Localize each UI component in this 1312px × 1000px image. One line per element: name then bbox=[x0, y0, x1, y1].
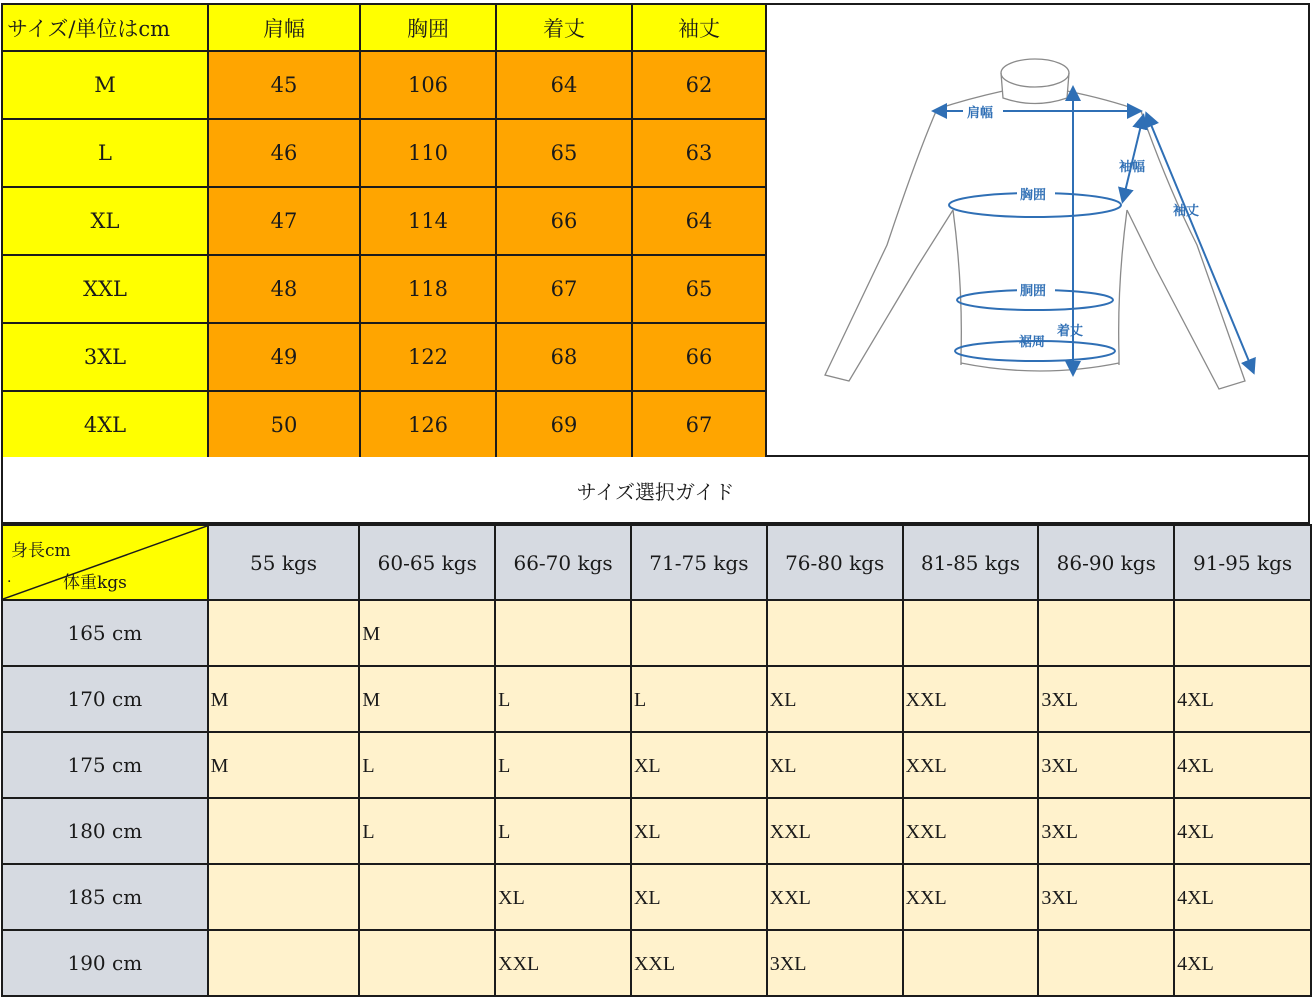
height-label: 190 cm bbox=[2, 930, 208, 996]
size-cell-value: XL bbox=[633, 886, 661, 909]
size-cell bbox=[1038, 798, 1174, 864]
size-cell-value: M bbox=[362, 688, 381, 711]
size-value: 46 bbox=[208, 119, 360, 187]
size-label: 4XL bbox=[2, 391, 208, 459]
weight-header: 76-80 kgs bbox=[767, 525, 903, 600]
size-cell bbox=[208, 666, 360, 732]
size-cell-value: XL bbox=[498, 886, 525, 909]
height-axis-label: 身長cm bbox=[11, 541, 71, 561]
size-value: 48 bbox=[208, 255, 360, 323]
size-cell bbox=[359, 600, 495, 666]
size-cell-value: 4XL bbox=[1177, 688, 1214, 711]
guide-row bbox=[2, 930, 1311, 996]
sleeve-width-label: 袖幅 bbox=[1119, 160, 1146, 175]
size-cell-value: XL bbox=[633, 820, 661, 843]
weight-axis-label: 体重kgs bbox=[63, 573, 127, 593]
size-cell-value: XXL bbox=[633, 952, 676, 975]
size-value: 66 bbox=[632, 323, 766, 391]
size-cell bbox=[359, 930, 495, 996]
size-cell bbox=[903, 930, 1039, 996]
size-cell bbox=[1174, 732, 1311, 798]
size-value: 62 bbox=[632, 51, 766, 119]
sleeve-length-label: 袖丈 bbox=[1173, 204, 1200, 219]
size-cell bbox=[1174, 864, 1311, 930]
size-value: 68 bbox=[496, 323, 632, 391]
size-cell-value: 3XL bbox=[1041, 688, 1079, 711]
size-cell bbox=[208, 600, 360, 666]
shirt-illustration bbox=[767, 5, 1308, 455]
length-header: 着丈 bbox=[496, 4, 632, 51]
guide-row bbox=[2, 732, 1311, 798]
size-cell bbox=[631, 600, 767, 666]
size-cell bbox=[208, 732, 360, 798]
size-cell bbox=[1174, 930, 1311, 996]
size-row bbox=[2, 119, 766, 187]
size-value: 64 bbox=[496, 51, 632, 119]
guide-row bbox=[2, 666, 1311, 732]
size-cell bbox=[631, 798, 767, 864]
guide-row bbox=[2, 864, 1311, 930]
weight-header: 66-70 kgs bbox=[495, 525, 631, 600]
size-row bbox=[2, 187, 766, 255]
size-cell bbox=[208, 798, 360, 864]
size-label: L bbox=[2, 119, 208, 187]
height-label: 170 cm bbox=[2, 666, 208, 732]
size-cell-value: XXL bbox=[498, 952, 540, 975]
size-cell-value: 3XL bbox=[1041, 886, 1079, 909]
size-label: M bbox=[2, 51, 208, 119]
size-cell-value: XXL bbox=[905, 688, 947, 711]
chest-header: 胸囲 bbox=[360, 4, 496, 51]
size-value: 114 bbox=[360, 187, 496, 255]
size-cell bbox=[495, 930, 631, 996]
size-cell bbox=[1038, 732, 1174, 798]
size-cell bbox=[495, 732, 631, 798]
size-cell bbox=[359, 864, 495, 930]
size-table bbox=[1, 3, 767, 460]
sleeve-header: 袖丈 bbox=[632, 4, 766, 51]
size-cell-value: L bbox=[498, 754, 511, 777]
corner-dot: . bbox=[7, 570, 12, 586]
size-cell-value: M bbox=[210, 754, 229, 777]
size-value: 118 bbox=[360, 255, 496, 323]
size-value: 67 bbox=[632, 391, 766, 459]
size-cell-value: 4XL bbox=[1177, 754, 1214, 777]
shoulder-header: 肩幅 bbox=[208, 4, 360, 51]
size-cell bbox=[767, 930, 903, 996]
weight-header: 86-90 kgs bbox=[1038, 525, 1174, 600]
size-label: XXL bbox=[2, 255, 208, 323]
weight-header: 60-65 kgs bbox=[359, 525, 495, 600]
size-value: 49 bbox=[208, 323, 360, 391]
size-cell bbox=[1038, 930, 1174, 996]
size-value: 69 bbox=[496, 391, 632, 459]
size-cell bbox=[495, 864, 631, 930]
guide-row bbox=[2, 798, 1311, 864]
size-cell bbox=[495, 798, 631, 864]
size-cell bbox=[495, 666, 631, 732]
size-unit-header: サイズ/単位はcm bbox=[2, 4, 208, 51]
size-cell bbox=[1174, 600, 1311, 666]
size-cell-value: 4XL bbox=[1177, 886, 1214, 909]
size-value: 50 bbox=[208, 391, 360, 459]
size-cell bbox=[767, 600, 903, 666]
height-label: 180 cm bbox=[2, 798, 208, 864]
size-cell bbox=[1038, 666, 1174, 732]
size-cell bbox=[495, 600, 631, 666]
size-cell bbox=[631, 732, 767, 798]
size-cell bbox=[1038, 864, 1174, 930]
size-value: 64 bbox=[632, 187, 766, 255]
size-cell bbox=[1174, 666, 1311, 732]
size-cell bbox=[767, 864, 903, 930]
size-value: 67 bbox=[496, 255, 632, 323]
size-value: 106 bbox=[360, 51, 496, 119]
size-value: 65 bbox=[496, 119, 632, 187]
size-cell-value: M bbox=[362, 622, 381, 645]
size-cell bbox=[903, 666, 1039, 732]
length-label: 着丈 bbox=[1057, 324, 1084, 339]
size-guide-caption: サイズ選択ガイド bbox=[1, 457, 1310, 524]
size-cell-value: L bbox=[633, 688, 647, 711]
weight-header: 55 kgs bbox=[208, 525, 360, 600]
size-cell-value: M bbox=[210, 688, 229, 711]
size-cell-value: XL bbox=[769, 754, 797, 777]
size-cell-value: 3XL bbox=[1041, 820, 1079, 843]
size-cell-value: 3XL bbox=[1041, 754, 1079, 777]
size-cell bbox=[903, 732, 1039, 798]
size-cell bbox=[903, 798, 1039, 864]
height-label: 185 cm bbox=[2, 864, 208, 930]
size-table-header bbox=[2, 4, 766, 51]
size-cell bbox=[631, 930, 767, 996]
height-label: 175 cm bbox=[2, 732, 208, 798]
size-value: 63 bbox=[632, 119, 766, 187]
size-value: 45 bbox=[208, 51, 360, 119]
chest-label: 胸囲 bbox=[1020, 188, 1047, 203]
size-cell bbox=[903, 864, 1039, 930]
size-row bbox=[2, 51, 766, 119]
size-cell-value: 3XL bbox=[769, 952, 807, 975]
size-cell bbox=[767, 732, 903, 798]
size-cell bbox=[1038, 600, 1174, 666]
size-cell-value: XL bbox=[769, 688, 797, 711]
height-weight-corner bbox=[2, 525, 208, 600]
size-cell-value: XXL bbox=[769, 820, 811, 843]
size-value: 47 bbox=[208, 187, 360, 255]
size-cell bbox=[631, 666, 767, 732]
size-cell bbox=[359, 798, 495, 864]
size-cell-value: L bbox=[362, 820, 375, 843]
weight-header: 91-95 kgs bbox=[1174, 525, 1311, 600]
hem-label: 裾周 bbox=[1019, 335, 1046, 350]
guide-row bbox=[2, 600, 1311, 666]
size-cell-value: XXL bbox=[905, 886, 947, 909]
size-cell-value: L bbox=[498, 688, 511, 711]
size-row bbox=[2, 323, 766, 391]
size-cell bbox=[359, 732, 495, 798]
size-value: 65 bbox=[632, 255, 766, 323]
size-cell-value: XL bbox=[633, 754, 661, 777]
size-cell-value: XXL bbox=[905, 820, 947, 843]
size-cell bbox=[208, 930, 360, 996]
size-cell bbox=[208, 864, 360, 930]
weight-header: 81-85 kgs bbox=[903, 525, 1039, 600]
size-cell-value: L bbox=[498, 820, 511, 843]
size-cell-value: 4XL bbox=[1177, 820, 1214, 843]
size-cell bbox=[767, 666, 903, 732]
size-cell-value: XXL bbox=[769, 886, 811, 909]
size-value: 122 bbox=[360, 323, 496, 391]
weight-header: 71-75 kgs bbox=[631, 525, 767, 600]
size-cell bbox=[767, 798, 903, 864]
size-value: 110 bbox=[360, 119, 496, 187]
size-cell bbox=[1174, 798, 1311, 864]
size-value: 126 bbox=[360, 391, 496, 459]
height-label: 165 cm bbox=[2, 600, 208, 666]
size-cell bbox=[359, 666, 495, 732]
guide-header-row bbox=[2, 525, 1311, 600]
size-cell bbox=[903, 600, 1039, 666]
size-row bbox=[2, 255, 766, 323]
size-value: 66 bbox=[496, 187, 632, 255]
size-label: 3XL bbox=[2, 323, 208, 391]
size-row bbox=[2, 391, 766, 459]
size-cell-value: XXL bbox=[905, 754, 947, 777]
size-label: XL bbox=[2, 187, 208, 255]
shoulder-label: 肩幅 bbox=[967, 106, 994, 121]
size-guide-table bbox=[1, 524, 1312, 997]
size-cell-value: L bbox=[362, 754, 375, 777]
garment-diagram bbox=[765, 3, 1310, 457]
size-cell bbox=[631, 864, 767, 930]
size-cell-value: 4XL bbox=[1177, 952, 1214, 975]
waist-label: 胴囲 bbox=[1020, 284, 1047, 299]
